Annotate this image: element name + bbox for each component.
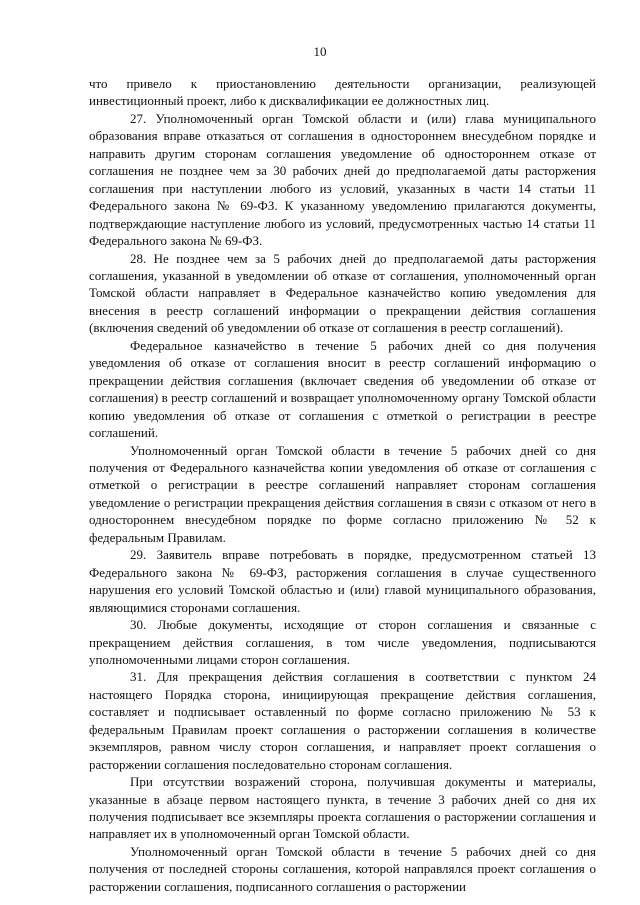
paragraph-29: 29. Заявитель вправе потребовать в порядке, предусмотренном статьей 13 Федерального закона № 69-ФЗ, расторжения соглашения в случае существенного нарушения его условий Томской областью и (или) главой муниципального образования, являющимися сторонами соглашения.: [89, 547, 596, 615]
paragraph-continuation: что привело к приостановлению деятельности организации, реализующей инвестиционный проект, либо к дисквалификации ее должностных лиц.: [89, 76, 596, 109]
paragraph-treasury: Федеральное казначейство в течение 5 рабочих дней со дня получения уведомления об отказе от соглашения вносит в реестр соглашений информацию о прекращении действия соглашения (включает сведения об уведомлении об отказе от соглашения) в реестр соглашений и возвращает уполномоченному органу Томской области копию уведомления об отказе от соглашения с отметкой о регистрации в реестре соглашений.: [89, 337, 596, 441]
paragraph-authority-notice: Уполномоченный орган Томской области в течение 5 рабочих дней со дня получения от Федерального казначейства копии уведомления об отказе от соглашения с отметкой о регистрации в реестре соглашений направляет сторонам соглашения уведомление о регистрации прекращения действия соглашения в связи с отказом от него в одностороннем внесудебном порядке по форме согласно приложению № 52 к федеральным Правилам.: [89, 442, 596, 545]
paragraph-27: 27. Уполномоченный орган Томской области и (или) глава муниципального образования вправе отказаться от соглашения в одностороннем внесудебном порядке и направить другим сторонам соглашения уведомление об одностороннем отказе от соглашения не позднее чем за 30 рабочих дней до предполагаемой даты расторжения соглашения при наступлении любого из условий, указанных в части 14 статьи 11 Федерального закона № 69-ФЗ. К указанному уведомлению прилагаются документы, подтверждающие наступление любого из условий, предусмотренных частью 14 статьи 11 Федерального закона № 69-ФЗ.: [89, 110, 596, 249]
paragraph-no-objections: При отсутствии возражений сторона, получившая документы и материалы, указанные в абзаце первом настоящего пункта, в течение 3 рабочих дней со дня их получения подписывает все экземпляры проекта соглашения о расторжении соглашения и направляет их в уполномоченный орган Томской области.: [89, 774, 596, 842]
paragraph-authority-final: Уполномоченный орган Томской области в течение 5 рабочих дней со дня получения от последней стороны соглашения, которой направлялся проект соглашения о расторжении соглашения, подписанного соглашения о расторжении: [89, 843, 596, 894]
document-body: [89, 75, 596, 895]
page-number: 10: [313, 44, 327, 59]
paragraph-30: 30. Любые документы, исходящие от сторон соглашения и связанные с прекращением действия соглашения, в том числе уведомления, подписываются уполномоченными лицами сторон соглашения.: [89, 617, 596, 667]
paragraph-28: 28. Не позднее чем за 5 рабочих дней до предполагаемой даты расторжения соглашения, указанной в уведомлении об отказе от соглашения, уполномоченный орган Томской области направляет в Федеральное казначейство копию уведомления для внесения в реестр соглашений информации о прекращении действия соглашения (включения сведений об уведомлении об отказе от соглашения в реестр соглашений).: [89, 250, 596, 336]
paragraph-31: 31. Для прекращения действия соглашения в соответствии с пунктом 24 настоящего Порядка сторона, инициирующая прекращение действия соглашения, составляет и подписывает оставленный по форме согласно приложению № 53 к федеральным Правилам проект соглашения о расторжении соглашения в количестве экземпляров, равном числу сторон соглашения, и направляет проект соглашения о расторжении соглашения последовательно сторонам соглашения.: [89, 669, 596, 772]
